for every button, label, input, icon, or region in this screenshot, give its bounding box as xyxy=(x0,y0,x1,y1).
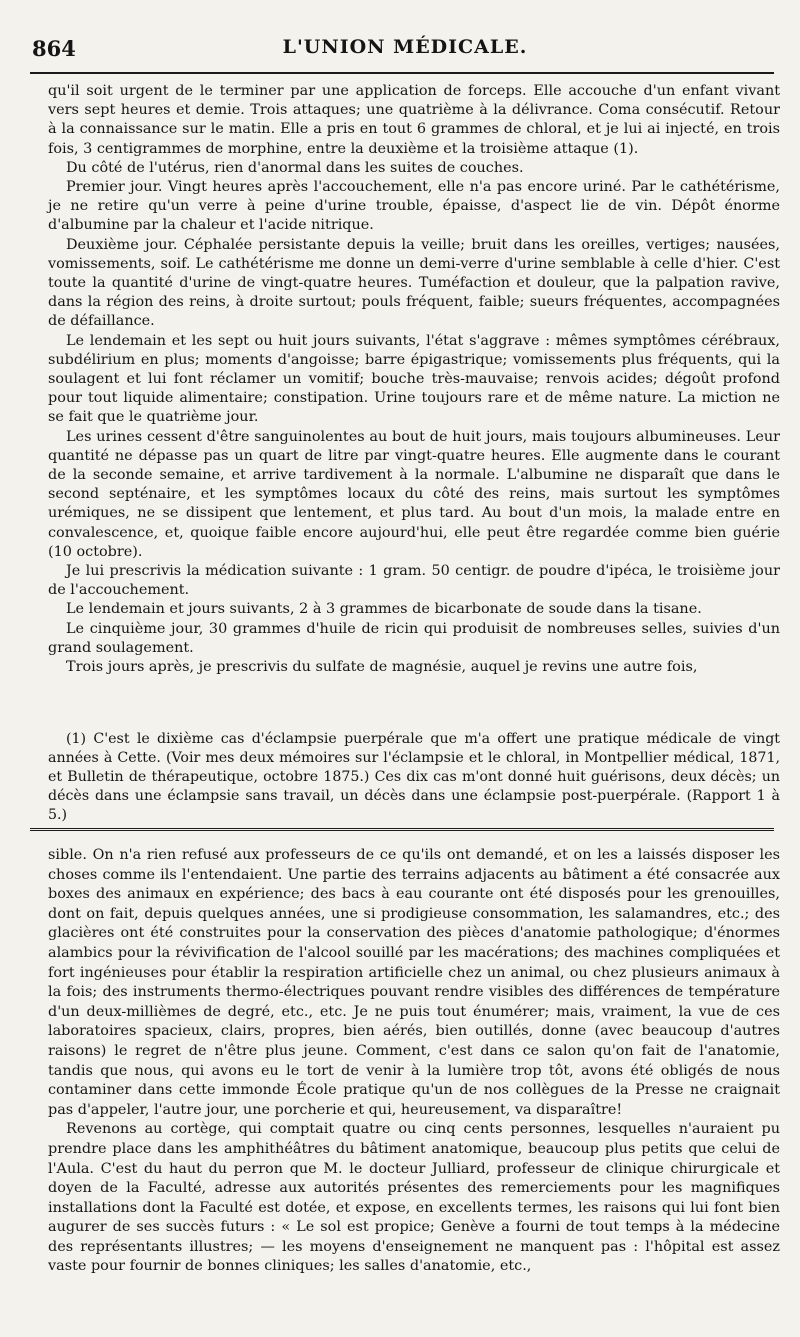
footnote-text: (1) C'est le dixième cas d'éclampsie puerpérale que m'a offert une pratique médicale de vingt années à Cette. (Voir mes deux mémoires sur l'éclampsie et le chloral, in Montpellier médical, 1871, et Bulletin de thérapeutique, octobre 1875.) Ces dix cas m'ont donné huit guérisons, deux décès; un décès dans une éclampsie sans travail, un décès dans une éclampsie post-puerpérale. (Rapport 1 à 5.) xyxy=(48,731,780,823)
article-paragraph: Le cinquième jour, 30 grammes d'huile de ricin qui produisit de nombreuses selles, suivies d'un grand soulagement. xyxy=(48,620,780,656)
article-paragraph: Le lendemain et les sept ou huit jours suivants, l'état s'aggrave : mêmes symptômes cérébraux, subdélirium en plus; moments d'angoisse; barre épigastrique; vomissements plus fréquents, qui la soulagent et lui font réclamer un vomitif; bouche très-mauvaise; renvois acides; dégoût profond pour tout liquide alimentaire; constipation. Urine toujours rare et de même nature. La miction ne se fait que le quatrième jour. xyxy=(48,332,780,426)
journal-title: L'UNION MÉDICALE. xyxy=(282,36,528,58)
article-paragraph: qu'il soit urgent de le terminer par une application de forceps. Elle accouche d'un enfant vivant vers sept heures et demie. Trois attaques; une quatrième à la délivrance. Coma consécutif. Retour à la connaissance sur le matin. Elle a pris en tout 6 grammes de chloral, et je lui ai injecté, en trois fois, 3 centigrammes de morphine, entre la deuxième et la troisième attaque (1). xyxy=(48,83,780,157)
feuilleton-body xyxy=(48,846,780,1277)
article-paragraph: Trois jours après, je prescrivis du sulfate de magnésie, auquel je revins une autre fois, xyxy=(66,659,698,676)
page-number: 864 xyxy=(32,36,76,61)
feuilleton-paragraph: sible. On n'a rien refusé aux professeurs de ce qu'ils ont demandé, et on les a laissés disposer les choses comme ils l'entendaient. Une partie des terrains adjacents au bâtiment a été consacrée aux boxes des animaux en expérience; des bacs à eau courante ont été disposés pour les grenouilles, dont on fait, depuis quelques années, une si prodigieuse consommation, les salamandres, etc.; des glacières ont été construites pour la conservation des pièces d'anatomie pathologique; d'énormes alambics pour la révivification de l'alcool souillé par les macérations; des machines compliquées et fort ingénieuses pour établir la respiration artificielle chez un animal, ou chez plusieurs animaux à la fois; des instruments thermo-électriques pouvant rendre visibles des différences de température d'un deux-millièmes de degré, etc., etc. Je ne puis tout énumérer; mais, vraiment, la vue de ces laboratoires spacieux, clairs, propres, bien aérés, bien outillés, donne (avec beaucoup d'autres raisons) le regret de n'être plus jeune. Comment, c'est dans ce salon qu'on fait de l'anatomie, tandis que nous, qui avons eu le tort de venir à la lumière trop tôt, avons été obligés de nous contaminer dans cette immonde École pratique qu'un de nos collègues de la Presse ne craignait pas d'appeler, l'autre jour, une porcherie et qui, heureusement, va disparaître! xyxy=(48,847,780,1118)
footnote xyxy=(48,730,780,825)
header-rule xyxy=(30,72,774,74)
article-body xyxy=(48,82,780,677)
article-paragraph: Je lui prescrivis la médication suivante : 1 gram. 50 centigr. de poudre d'ipéca, le troisième jour de l'accouchement. xyxy=(48,563,780,599)
article-paragraph: Deuxième jour. Céphalée persistante depuis la veille; bruit dans les oreilles, vertiges; nausées, vomissements, soif. Le cathétérisme me donne un demi-verre d'urine semblable à celle d'hier. C'est toute la quantité d'urine de vingt-quatre heures. Tuméfaction et douleur, que la palpation ravive, dans la région des reins, à droite surtout; pouls fréquent, faible; sueurs fréquentes, accompagnées de défaillance. xyxy=(48,236,780,330)
page-header xyxy=(32,28,778,64)
article-paragraph: Premier jour. Vingt heures après l'accouchement, elle n'a pas encore uriné. Par le cathétérisme, je ne retire qu'un verre à peine d'urine trouble, épaisse, d'aspect lie de vin. Dépôt énorme d'albumine par la chaleur et l'acide nitrique. xyxy=(48,179,780,234)
feuilleton-paragraph: Revenons au cortège, qui comptait quatre ou cinq cents personnes, lesquelles n'auraient pu prendre place dans les amphithéâtres du bâtiment anatomique, beaucoup plus petits que celui de l'Aula. C'est du haut du perron que M. le docteur Julliard, professeur de clinique chirurgicale et doyen de la Faculté, adresse aux autorités présentes des remerciements pour les magnifiques installations dont la Faculté est dotée, et expose, en excellents termes, les raisons qui lui font bien augurer de ses succès futurs : « Le sol est propice; Genève a fourni de tout temps à la médecine des représentants illustres; — les moyens d'enseignement ne manquent pas : l'hôpital est assez vaste pour fournir de bonnes cliniques; les salles d'anatomie, etc., xyxy=(48,1121,780,1275)
feuilleton-rule xyxy=(30,828,774,831)
article-paragraph: Le lendemain et jours suivants, 2 à 3 grammes de bicarbonate de soude dans la tisane. xyxy=(66,601,702,618)
article-paragraph: Les urines cessent d'être sanguinolentes au bout de huit jours, mais toujours albumineuses. Leur quantité ne dépasse pas un quart de litre par vingt-quatre heures. Elle augmente dans le courant de la seconde semaine, et arrive tardivement à la normale. L'albumine ne disparaît que dans le second septénaire, et les symptômes locaux du côté des reins, mais surtout les symptômes urémiques, ne se dissipent que lentement, et plus tard. Au bout d'un mois, la malade entre en convalescence, et, quoique faible encore aujourd'hui, elle peut être regardée comme bien guérie (10 octobre). xyxy=(48,428,780,560)
article-paragraph: Du côté de l'utérus, rien d'anormal dans les suites de couches. xyxy=(66,159,524,176)
